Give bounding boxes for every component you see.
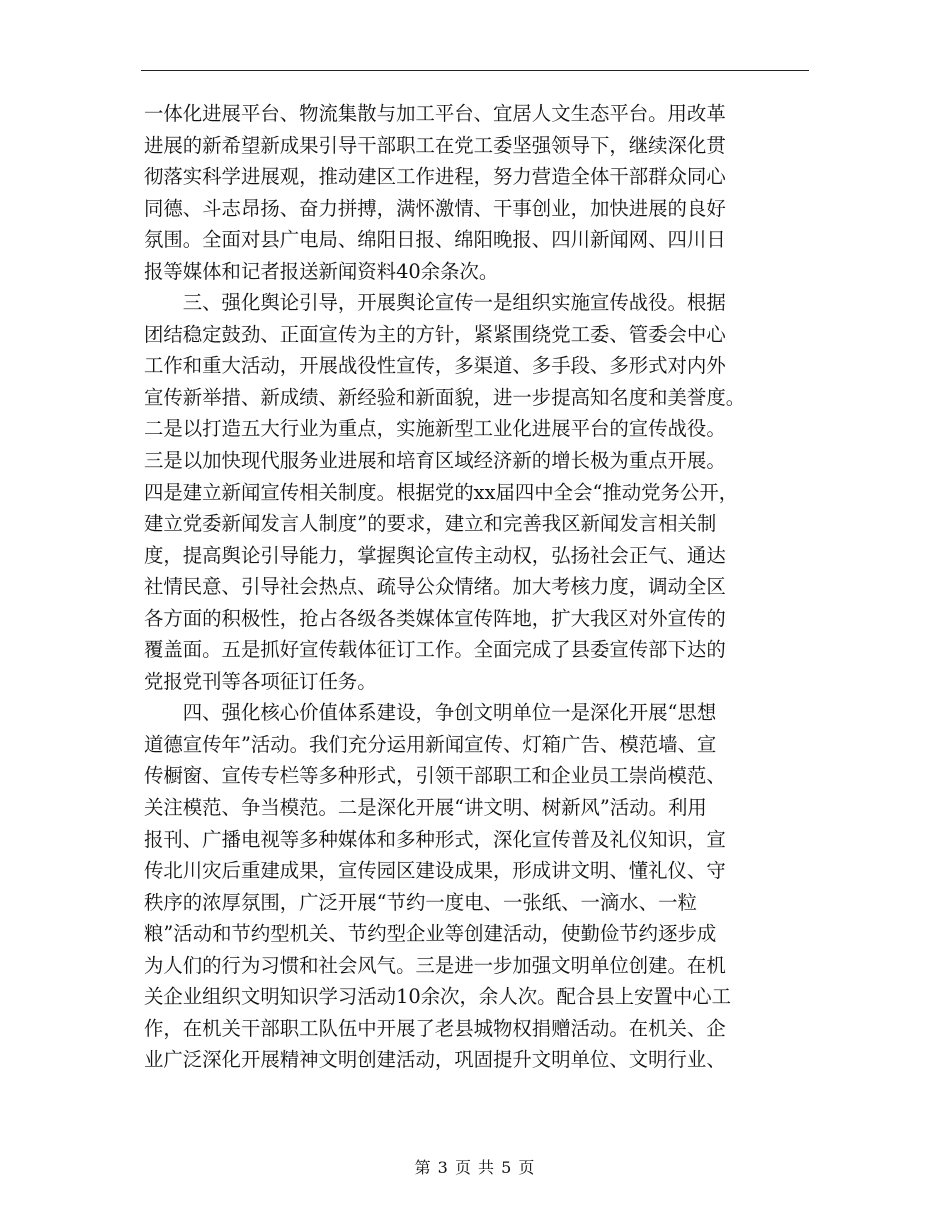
text-line: 秩序的浓厚氛围，广泛开展“节约一度电、一张纸、一滴水、一粒 [144, 890, 697, 914]
text-line: 一体化进展平台、物流集散与加工平台、宜居人文生态平台。用改革 [144, 102, 726, 125]
text-line: 传橱窗、宣传专栏等多种形式，引领干部职工和企业员工崇尚模范、 [144, 764, 726, 788]
text-line: 作，在机关干部职工队伍中开展了老县城物权捐赠活动。在机关、企 [144, 1016, 726, 1040]
text-line: 粮”活动和节约型机关、节约型企业等创建活动，使勤俭节约逐步成 [144, 922, 717, 946]
text-line: 同德、斗志昂扬、奋力拼搏，满怀激情、干事创业，加快进展的良好 [144, 196, 726, 220]
text-line: 四、强化核心价值体系建设，争创文明单位一是深化开展“思想 [144, 701, 717, 725]
text-line: 三是以加快现代服务业进展和培育区域经济新的增长极为重点开展。 [144, 449, 726, 473]
text-line: 道德宣传年”活动。我们充分运用新闻宣传、灯箱广告、模范墙、宣 [144, 732, 717, 756]
page-number: 第 3 页 共 5 页 [414, 1158, 536, 1177]
text-line: 报等媒体和记者报送新闻资料40余条次。 [144, 259, 499, 283]
text-line: 关企业组织文明知识学习活动10余次，余人次。配合县上安置中心工 [144, 985, 732, 1009]
text-line: 氛围。全面对县广电局、绵阳日报、绵阳晚报、四川新闻网、四川日 [144, 228, 726, 252]
text-line: 度，提高舆论引导能力，掌握舆论宣传主动权，弘扬社会正气、通达 [144, 543, 726, 567]
header-rule [141, 70, 809, 71]
text-line: 四是建立新闻宣传相关制度。根据党的xx届四中全会“推动党务公开， [144, 480, 739, 504]
text-line: 传北川灾后重建成果，宣传园区建设成果，形成讲文明、懂礼仪、守 [144, 859, 726, 883]
text-line: 建立党委新闻发言人制度”的要求，建立和完善我区新闻发言相关制 [144, 512, 717, 536]
text-line: 为人们的行为习惯和社会风气。三是进一步加强文明单位创建。在机 [144, 953, 726, 977]
text-line: 报刊、广播电视等多种媒体和多种形式，深化宣传普及礼仪知识，宣 [144, 827, 726, 851]
text-line: 社情民意、引导社会热点、疏导公众情绪。加大考核力度，调动全区 [144, 575, 726, 599]
text-line: 团结稳定鼓劲、正面宣传为主的方针，紧紧围绕党工委、管委会中心 [144, 322, 726, 346]
text-line: 二是以打造五大行业为重点，实施新型工业化进展平台的宣传战役。 [144, 417, 726, 441]
text-line: 覆盖面。五是抓好宣传载体征订工作。全面完成了县委宣传部下达的 [144, 638, 726, 662]
text-line: 工作和重大活动，开展战役性宣传，多渠道、多手段、多形式对内外 [144, 354, 726, 378]
text-line: 党报党刊等各项征订任务。 [144, 669, 377, 693]
text-line: 各方面的积极性，抢占各级各类媒体宣传阵地，扩大我区对外宣传的 [144, 606, 726, 630]
text-line: 宣传新举措、新成绩、新经验和新面貌，进一步提高知名度和美誉度。 [144, 385, 746, 409]
text-line: 三、强化舆论引导，开展舆论宣传一是组织实施宣传战役。根据 [144, 291, 726, 315]
text-line: 彻落实科学进展观，推动建区工作进程，努力营造全体干部群众同心 [144, 165, 726, 189]
body-text [144, 98, 812, 1076]
text-line: 关注模范、争当模范。二是深化开展“讲文明、树新风”活动。利用 [144, 796, 707, 820]
text-line: 业广泛深化开展精神文明创建活动，巩固提升文明单位、文明行业、 [144, 1048, 726, 1072]
text-line: 进展的新希望新成果引导干部职工在党工委坚强领导下，继续深化贯 [144, 133, 726, 157]
